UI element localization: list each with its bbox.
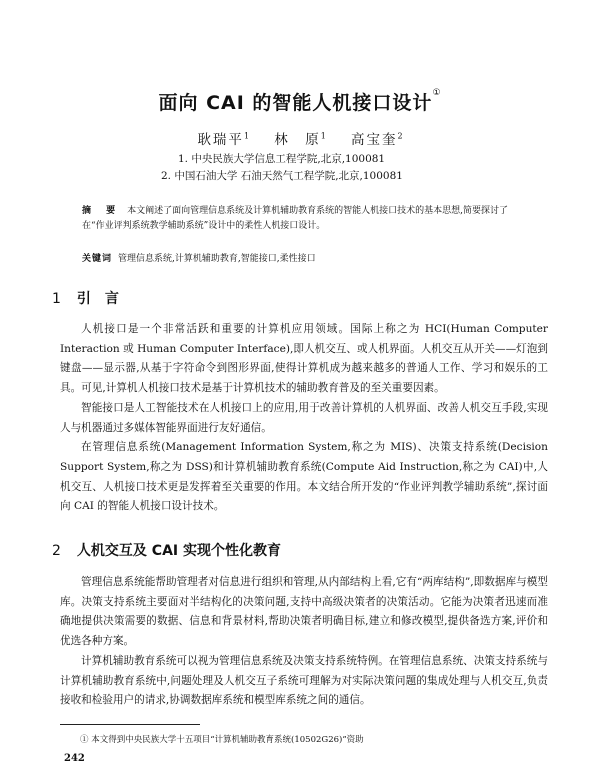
section-heading-2 (52, 540, 281, 560)
author-affiliation-mark: 2 (397, 131, 403, 141)
section-number: 1 (52, 291, 61, 307)
section-heading-1 (52, 288, 133, 308)
author-affiliation-mark: 1 (320, 131, 326, 141)
footnote-divider (60, 724, 200, 725)
author-name: 林 原 (274, 132, 321, 148)
section-2-body (60, 573, 548, 711)
section-title: 引言 (76, 291, 133, 307)
paragraph: 人机接口是一个非常活跃和重要的计算机应用领域。国际上称之为 HCI(Human Computer Interaction 或 Human Computer Interface),即人机交互、或人机界面。人机交互从开关——灯泡到键盘——显示器,从基于字符命令到图形界面,使得计算机成为越来越多的普通人工作、学习和娱乐的工具。可见,计算机人机接口技术是基于计算机技术的辅助教育普及的至关重要因素。 (60, 323, 548, 395)
author-name: 高宝奎 (350, 132, 398, 148)
paragraph: 在管理信息系统(Management Information System,称之为 MIS)、决策支持系统(Decision Support System,称之为 DSS)和计算机辅助教育系统(Compute Aid Instruction,称之为 CAI)中,人机交互、人机接口技术更是发挥着至关重要的作用。本文结合所开发的“作业评判教学辅助系统”,探讨面向 CAI 的智能人机接口设计技术。 (60, 441, 548, 513)
paragraph: 计算机辅助教育系统可以视为管理信息系统及决策支持系统特例。在管理信息系统、决策支持系统与计算机辅助教育系统中,问题处理及人机交互子系统可理解为对实际决策问题的集成处理与人机交互,负责接收和检验用户的请求,协调数据库系统和模型库系统之间的通信。 (60, 654, 548, 707)
keywords-text: 管理信息系统,计算机辅助教育,智能接口,柔性接口 (118, 254, 316, 264)
paragraph: 管理信息系统能帮助管理者对信息进行组织和管理,从内部结构上看,它有“两库结构”,即数据库与模型库。决策支持系统主要面对半结构化的决策问题,支持中高级决策者的决策活动。它能为决策者迅速而准确地提供决策需要的数据、信息和背景材料,帮助决策者明确目标,建立和修改模型,提供备选方案,评价和优选各种方案。 (60, 576, 548, 648)
affiliation-1: 1. 中央民族大学信息工程学院,北京,100081 (178, 153, 386, 165)
author-affiliation-mark: 1 (243, 131, 250, 141)
section-number: 2 (52, 543, 61, 559)
section-1-body (60, 320, 548, 517)
author-line (0, 128, 600, 148)
abstract-label: 摘 要 (82, 206, 122, 216)
paper-title (0, 88, 600, 115)
section-title: 人机交互及 CAI 实现个性化教育 (76, 543, 281, 559)
keywords (82, 251, 522, 264)
paragraph: 智能接口是人工智能技术在人机接口上的应用,用于改善计算机的人机界面、改善人机交互手段,实现人与机器通过多媒体智能界面进行友好通信。 (60, 401, 548, 434)
footnote: ① 本文得到中央民族大学十五项目“计算机辅助教育系统(10502G26)”资助 (80, 735, 364, 745)
author-name: 耿瑞平 (197, 132, 244, 148)
title-footnote-marker: ① (432, 88, 442, 98)
keywords-label: 关键词 (82, 254, 113, 264)
title-text: 面向 CAI 的智能人机接口设计 (158, 92, 433, 114)
abstract-text: 本文阐述了面向管理信息系统及计算机辅助教育系统的智能人机接口技术的基本思想,简要探讨了在“作业评判系统教学辅助系统”设计中的柔性人机接口设计。 (82, 206, 509, 231)
page-number: 242 (64, 753, 85, 764)
abstract (82, 204, 522, 234)
affiliation-2: 2. 中国石油大学 石油天然气工程学院,北京,100081 (161, 170, 403, 182)
